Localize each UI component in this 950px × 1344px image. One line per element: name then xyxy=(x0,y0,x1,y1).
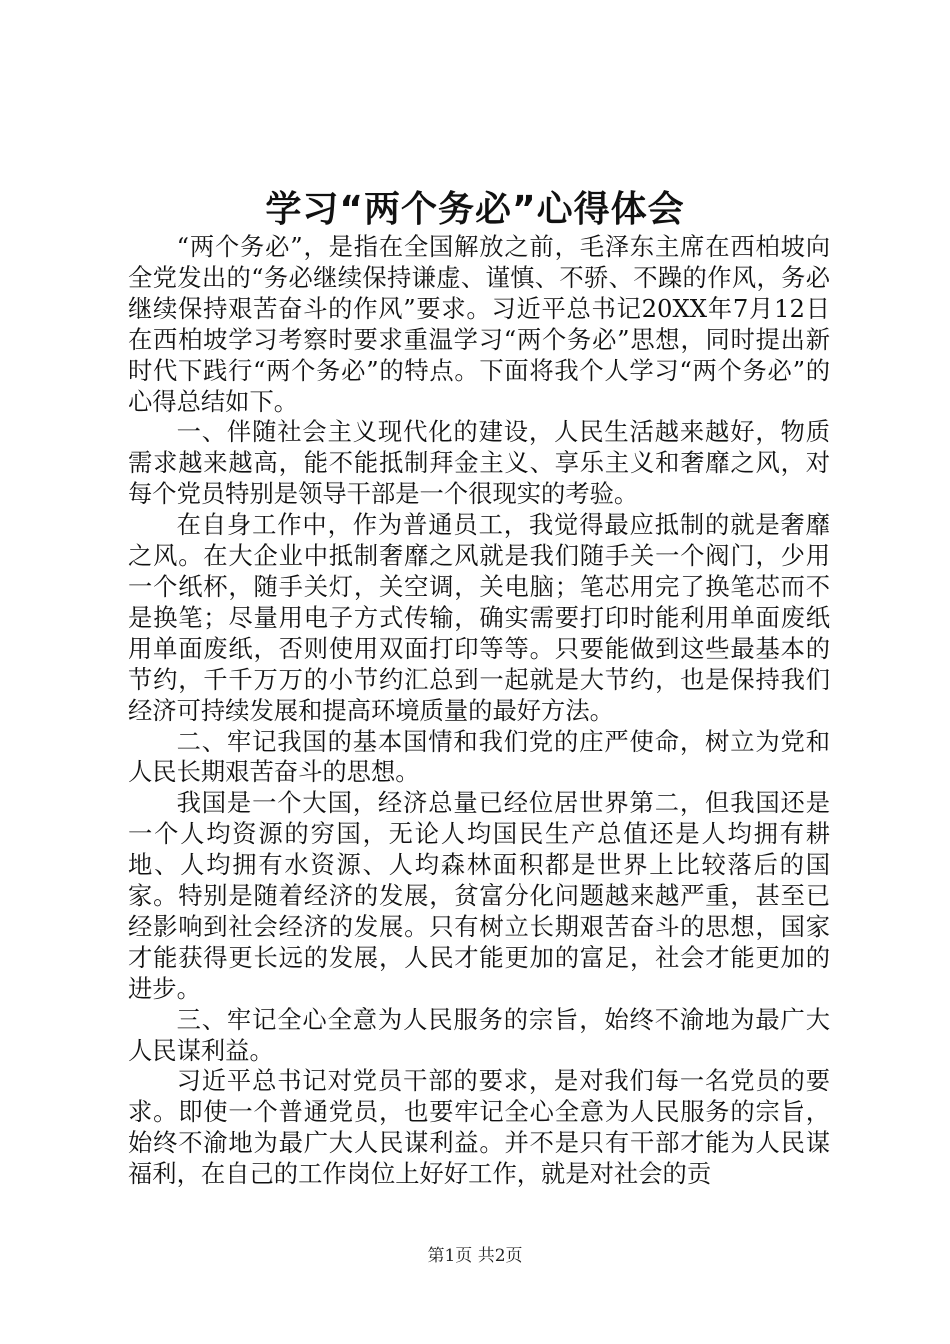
paragraph-point-three-detail: 习近平总书记对党员干部的要求，是对我们每一名党员的要求。即使一个普通党员，也要牢记全心全意为人民服务的宗旨，始终不渝地为最广大人民谋利益。并不是只有干部才能为人民谋福利，在自己的工作岗位上好好工作，就是对社会的贡 xyxy=(128,1066,830,1189)
paragraph-point-one: 一、伴随社会主义现代化的建设，人民生活越来越好，物质需求越来越高，能不能抵制拜金主义、享乐主义和奢靡之风，对每个党员特别是领导干部是一个很现实的考验。 xyxy=(128,417,830,509)
paragraph-point-one-detail: 在自身工作中，作为普通员工，我觉得最应抵制的就是奢靡之风。在大企业中抵制奢靡之风就是我们随手关一个阀门，少用一个纸杯，随手关灯，关空调，关电脑；笔芯用完了换笔芯而不是换笔；尽量用电子方式传输，确实需要打印时能利用单面废纸用单面废纸，否则使用双面打印等等。只要能做到这些最基本的节约，千千万万的小节约汇总到一起就是大节约，也是保持我们经济可持续发展和提高环境质量的最好方法。 xyxy=(128,510,830,725)
paragraph-intro: “两个务必”，是指在全国解放之前，毛泽东主席在西柏坡向全党发出的“务必继续保持谦虚、谨慎、不骄、不躁的作风，务必继续保持艰苦奋斗的作风”要求。习近平总书记20XX年7月12日在西柏坡学习考察时要求重温学习“两个务必”思想，同时提出新时代下践行“两个务必”的特点。下面将我个人学习“两个务必”的心得总结如下。 xyxy=(128,232,830,416)
paragraph-point-two: 二、牢记我国的基本国情和我们党的庄严使命，树立为党和人民长期艰苦奋斗的思想。 xyxy=(128,726,830,787)
paragraph-point-three: 三、牢记全心全意为人民服务的宗旨，始终不渝地为最广大人民谋利益。 xyxy=(128,1004,830,1065)
document-body xyxy=(128,232,830,1190)
document-title: 学习“两个务必”心得体会 xyxy=(265,189,685,230)
paragraph-point-two-detail: 我国是一个大国，经济总量已经位居世界第二，但我国还是一个人均资源的穷国，无论人均国民生产总值还是人均拥有耕地、人均拥有水资源、人均森林面积都是世界上比较落后的国家。特别是随着经济的发展，贫富分化问题越来越严重，甚至已经影响到社会经济的发展。只有树立长期艰苦奋斗的思想，国家才能获得更长远的发展，人民才能更加的富足，社会才能更加的进步。 xyxy=(128,788,830,1003)
page-number-footer: 第1页 共2页 xyxy=(427,1246,523,1266)
